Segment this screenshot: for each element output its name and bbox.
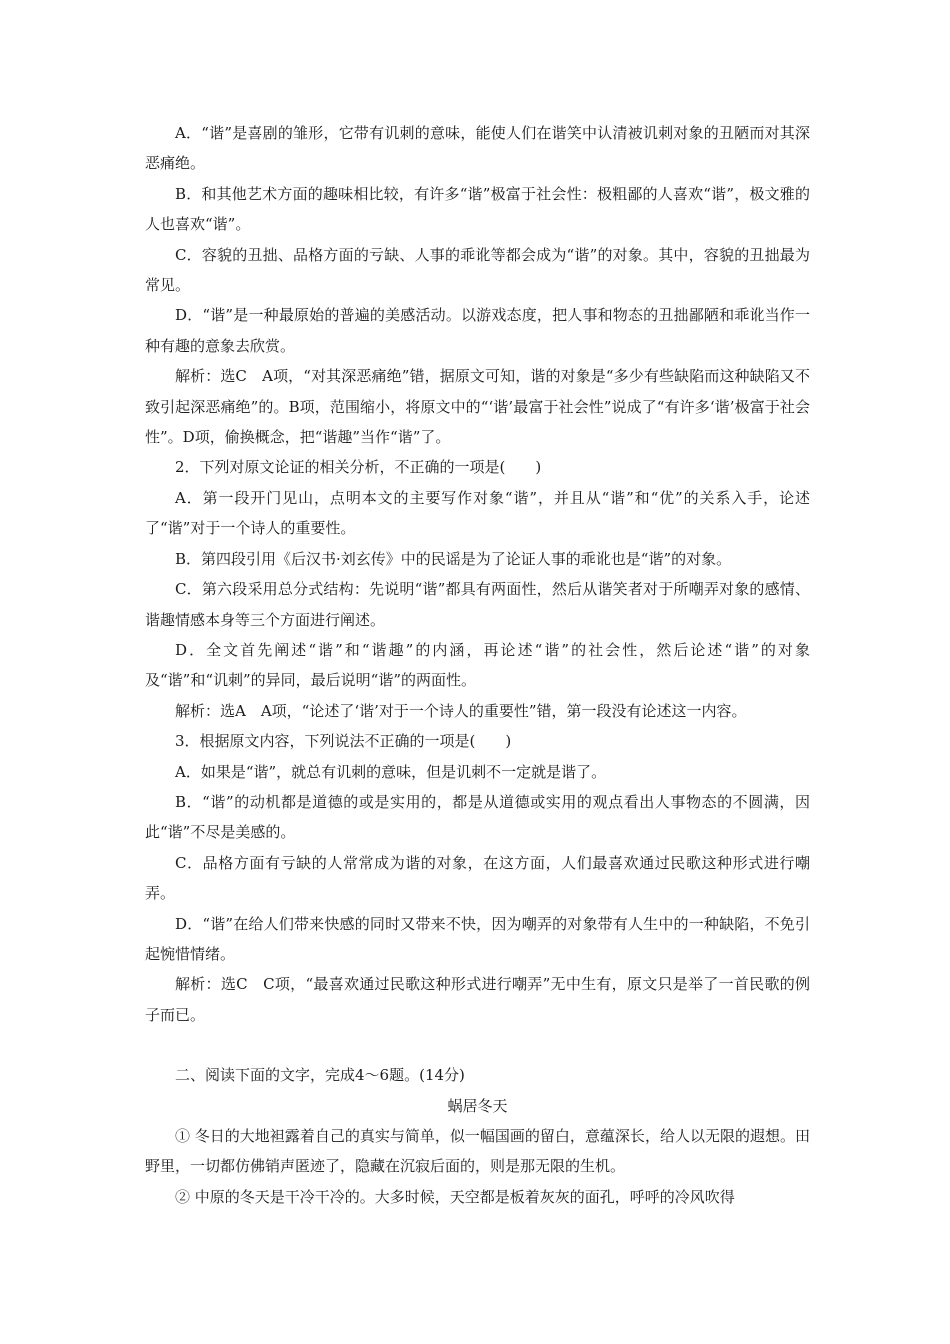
answer-explanation-2: 解析：选A A项，“论述了‘谐’对于一个诗人的重要性”错，第一段没有论述这一内容。 bbox=[175, 701, 747, 720]
option-d: D．全文首先阐述“谐”和“谐趣”的内涵，再论述“谐”的社会性，然后论述“谐”的对象及“谐”和“讥刺”的异同，最后说明“谐”的两面性。 bbox=[145, 640, 810, 690]
option-a: A．如果是“谐”，就总有讥刺的意味，但是讥刺不一定就是谐了。 bbox=[175, 762, 607, 781]
option-b: B．和其他艺术方面的趣味相比较，有许多“谐”极富于社会性：极粗鄙的人喜欢“谐”，极文雅的人也喜欢“谐”。 bbox=[145, 184, 810, 234]
option-d: D．“谐”在给人们带来快感的同时又带来不快，因为嘲弄的对象带有人生中的一种缺陷，不免引起惋惜情绪。 bbox=[145, 914, 810, 963]
option-a: A．“谐”是喜剧的雏形，它带有讥刺的意味，能使人们在谐笑中认清被讥刺对象的丑陋而对其深恶痛绝。 bbox=[145, 124, 810, 173]
article-title: 蜗居冬天 bbox=[447, 1096, 508, 1115]
option-b: B．“谐”的动机都是道德的或是实用的，都是从道德或实用的观点看出人事物态的不圆满，因此“谐”不尽是美感的。 bbox=[145, 792, 810, 842]
answer-explanation-3: 解析：选C C项，“最喜欢通过民歌这种形式进行嘲弄”无中生有，原文只是举了一首民歌的例子而已。 bbox=[145, 975, 810, 1024]
option-c: C．容貌的丑拙、品格方面的亏缺、人事的乖讹等都会成为“谐”的对象。其中，容貌的丑拙最为常见。 bbox=[145, 245, 810, 295]
document-page bbox=[145, 118, 810, 1212]
option-a: A．第一段开门见山，点明本文的主要写作对象“谐”，并且从“谐”和“优”的关系入手，论述了“谐”对于一个诗人的重要性。 bbox=[145, 488, 810, 538]
option-b: B．第四段引用《后汉书·刘玄传》中的民谣是为了论证人事的乖讹也是“谐”的对象。 bbox=[175, 549, 732, 568]
answer-explanation-1: 解析：选C A项，“对其深恶痛绝”错，据原文可知，谐的对象是“多少有些缺陷而这种缺陷又不致引起深恶痛绝”的。B项，范围缩小，将原文中的“‘谐’最富于社会性”说成了“有许多‘谐’极富于社会性”。D项，偷换概念，把“谐趣”当作“谐”了。 bbox=[145, 367, 810, 447]
question-2: 2．下列对原文论证的相关分析，不正确的一项是( ) bbox=[175, 458, 542, 477]
section-heading: 二、阅读下面的文字，完成4～6题。(14分) bbox=[175, 1066, 465, 1085]
option-c: C．第六段采用总分式结构：先说明“谐”都具有两面性，然后从谐笑者对于所嘲弄对象的感情、谐趣情感本身等三个方面进行阐述。 bbox=[145, 580, 810, 629]
article-paragraph: ② 中原的冬天是干冷干冷的。大多时候，天空都是板着灰灰的面孔，呼呼的冷风吹得 bbox=[175, 1187, 735, 1206]
article-paragraph: ① 冬日的大地袒露着自己的真实与简单，似一幅国画的留白，意蕴深长，给人以无限的遐想。田野里，一切都仿佛销声匿迹了，隐藏在沉寂后面的，则是那无限的生机。 bbox=[145, 1127, 810, 1176]
option-d: D．“谐”是一种最原始的普遍的美感活动。以游戏态度，把人事和物态的丑拙鄙陋和乖讹当作一种有趣的意象去欣赏。 bbox=[145, 306, 810, 355]
option-c: C．品格方面有亏缺的人常常成为谐的对象，在这方面，人们最喜欢通过民歌这种形式进行嘲弄。 bbox=[145, 853, 810, 903]
question-3: 3．根据原文内容，下列说法不正确的一项是( ) bbox=[175, 732, 512, 751]
section-spacer bbox=[145, 1030, 810, 1060]
